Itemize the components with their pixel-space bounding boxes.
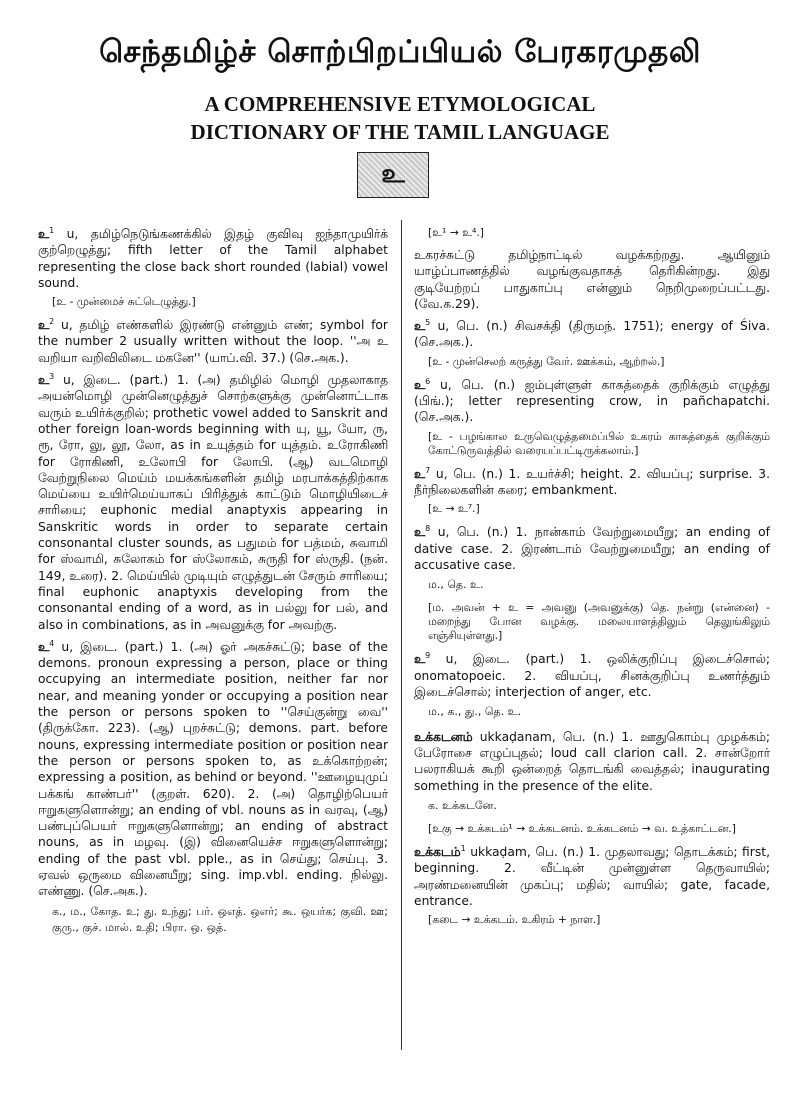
entry-u4 <box>38 639 388 936</box>
definition: ukkaḍam, பெ. (n.) 1. முதலாவது; தொடக்கம்; first, beginning. 2. வீட்டின் முன்னுள்ள தெருவாயில்; அரண்மனையின் முகப்பு; மதில்; வாயில்; gate, facade, entrance. <box>414 845 770 909</box>
headword-number: 7 <box>425 465 431 475</box>
headword: உ <box>414 525 426 540</box>
definition: u, பெ. (n.) 1. உயர்ச்சி; height. 2. வியப்பு; surprise. 3. நீர்நிலைகளின் கரை; embankment. <box>414 466 770 497</box>
definition: u, இடை. (part.) 1. (அ) தமிழில் மொழி முதலாகாத அயன்மொழி முன்னெழுத்துச் சொற்களுக்கு முன்னொட்டாக வரும் உயிர்க்குறில்; prothetic vowel added to Sanskrit and other foreign loan-words beginning with யு, யூ, யோ, ரு, ரூ, ரோ, லு, லூ, லோ, as in உயுத்தம் for யுத்தம். உரோகிணி for ரோகிணி, உலோபி for லோபி. (ஆ) வடமொழி வேற்றுநிலை மெய்ம் மயக்கங்களின் தமிழ் மரபாக்கத்திற்காக மெய்யை உயிர்மெய்யாகப் பிரித்துக் காட்டும் மொழியிடைச் சாரியை; euphonic medial anaptyxis appearing in Sanskritic words in order to separate certain consonantal cluster sounds, as பதுமம் for பத்மம், சுவாமி for ஸ்வாமி, சுலோகம் for ஸ்லோகம், சுருதி for ஸ்ருதி. (நன். 149, உரை). 2. மெய்யில் முடியும் எழுத்துடன் சேரும் சாரியை; final euphonic anaptyxis developing from the consonantal ending of a word, as in பல்லு for பல், and also in combinations, as in அவனுக்கு for அவற்கு. <box>38 373 388 632</box>
entry-u9 <box>414 651 770 720</box>
cognates: க., ம., கோத. உ; து. உந்து; பர். ஒஎத். ஒஎர்; கூ. ஒயர்க; குவி. ஊ; குரு., குச். மால். உதி; பிரா. ஒ. ஒத். <box>52 904 388 934</box>
headword: உ <box>414 652 426 667</box>
definition: u, இடை. (part.) 1. (அ) ஓர் அகச்சுட்டு; base of the demons. pronoun expressing a person, place or thing occupying an intermediate position, neither far nor near, and meaning yonder or occupying a position near the person or persons spoken to ''செய்குன்று வை'' (திருக்கோ. 223). (ஆ) புறச்சுட்டு; demons. part. before nouns, expressing intermediate position or position near the person or persons spoken to, as உக்கொற்றன்; expressing a position, as behind or beyond. ''ஊழையுமுப் பக்கங் காண்பர்'' (குறள். 620). 2. (அ) தொழிற்பெயர் ஈறுகளுளொன்று; an ending of vbl. nouns as in வரவு, (ஆ) பண்புப்பெயர் ஈறுகளுளொன்று; an ending of abstract nouns, as in மழவு. (இ) வினையெச்ச ஈறுகளுளொன்று; ending of the past vbl. pple., as in செய்து; செய்பு. 3. ஏவல் ஒருமை வினையீறு; sing. imp.vbl. ending. நில்லு. எண்ணு. (செ.அக.). <box>38 639 388 899</box>
entry-u2 <box>38 317 388 366</box>
headword-number: 3 <box>49 371 55 381</box>
definition: u, இடை. (part.) 1. ஒலிக்குறிப்பு இடைச்சொல்; onomatopoeic. 2. வியப்பு, சினக்குறிப்பு உணர்த்தும் இடைச்சொல்; interjection of anger, etc. <box>414 652 770 700</box>
entry-u8 <box>414 524 770 643</box>
definition: u, தமிழ் எண்களில் இரண்டு என்னும் எண்; symbol for the number 2 usually written without the loop. ''அ உ வறியா வறிவிலிடை மகனே'' (யாப்.வி. 37.) (செ.அக.). <box>38 318 388 365</box>
etymology-note: [கடை → உக்கடம். உகிரம் + நாள.] <box>428 913 601 927</box>
headword-number: 4 <box>49 638 55 648</box>
entry-ukkadam <box>414 844 770 927</box>
headword: உக்கடம் <box>414 845 461 860</box>
headword: உ <box>38 373 50 388</box>
headword-number: 8 <box>425 524 431 534</box>
definition: உகரச்சுட்டு தமிழ்நாட்டில் வழக்கற்றது. ஆயினும் யாழ்ப்பாணத்தில் வழங்குவதாகத் தெரிகின்றது. இது குடியேற்றப் பாதுகாப்பு என்னும் நெறிமுறைப்பட்டது. (வே.க.29). <box>414 248 770 311</box>
cognates: ம., க., து., தெ. உ. <box>428 705 522 719</box>
headword: உ <box>38 227 50 241</box>
entry-u5 <box>414 318 770 369</box>
headword-number: 6 <box>425 376 431 386</box>
entry-u3 <box>38 372 388 633</box>
entry-u4-continued <box>414 247 770 312</box>
english-title-line-2: DICTIONARY OF THE TAMIL LANGUAGE <box>190 120 610 144</box>
etymology-note: [உ → உ⁷.] <box>428 502 480 516</box>
definition: ukkaḍanam, பெ. (n.) 1. ஊதுகொம்பு முழக்கம்; பேரோசை எழுப்புதல்; loud call clarion call. 2. சான்றோர் பலராகியக் கூறி ஒன்றைத் தொடங்கி வைத்தல்; inaugurating something in the presence of the elite. <box>414 729 770 793</box>
headword: உ <box>38 639 50 654</box>
headword: உக்கடனம் <box>414 729 473 744</box>
definition: u, பெ. (n.) சிவசக்தி (திருமந். 1751); energy of Śiva. (செ.அக.). <box>414 319 770 350</box>
left-column <box>38 226 388 944</box>
etymology-note: [உ - பழங்கால உருவெழுத்தமைப்பில் உகரம் காகத்தைக் குறிக்கும் கோட்டுருவத்தில் வரையப்பட்டிருக்கலாம்.] <box>428 429 770 457</box>
headword-number: 2 <box>49 317 55 327</box>
right-column <box>414 226 770 935</box>
etymology-note: [ம. அவன் + உ = அவனு (அவனுக்கு) தெ. நன்று (என்னை) - மறைந்து போன வழக்கு. மலையாளத்திலும் தெலுங்கிலும் எஞ்சியுள்ளது.] <box>428 601 770 643</box>
entry-u6 <box>414 377 770 458</box>
etymology-note: [உ¹ → உ⁴.] <box>428 226 485 239</box>
cognates: க. உக்கடனே. <box>428 798 497 812</box>
headword: உ <box>414 377 426 392</box>
headword-number: 1 <box>49 225 55 235</box>
headword: உ <box>414 319 426 334</box>
definition: u, தமிழ்நெடுங்கணக்கில் இதழ் குவிவு ஐந்தாமுயிர்க் குற்றெழுத்து; fifth letter of the Tamil alphabet representing the close back short rounded (labial) vowel sound. <box>38 227 388 290</box>
definition: u, பெ. (n.) 1. நான்காம் வேற்றுமையீறு; an ending of dative case. 2. இரண்டாம் வேற்றுமையீறு; an ending of accusative case. <box>414 525 770 572</box>
headword: உ <box>414 466 426 481</box>
headword-number: 5 <box>425 318 431 328</box>
english-title-line-1: A COMPREHENSIVE ETYMOLOGICAL <box>204 92 596 116</box>
section-letter-box <box>357 152 429 198</box>
entry-u1 <box>38 226 388 309</box>
entry-ukkadanam <box>414 729 770 836</box>
entry-u7 <box>414 466 770 517</box>
etymology-note: [உகு → உக்கடம்¹ → உக்கடனம். உக்கடனம் → வ. உத்காட்டன.] <box>428 822 736 836</box>
etymology-note: [உ - முன்மைச் சுட்டெழுத்து.] <box>52 295 196 309</box>
section-letter: உ <box>381 158 405 189</box>
etymology-note: [உ - முன்செலற் கருத்து வேர். ஊக்கம், ஆற்றல்.] <box>428 354 665 368</box>
cognates: ம., தெ. உ. <box>428 578 484 592</box>
headword-number: 1 <box>460 844 466 854</box>
headword: உ <box>38 318 50 333</box>
tamil-title: செந்தமிழ்ச் சொற்பிறப்பியல் பேரகரமுதலி <box>99 34 701 70</box>
column-divider <box>401 220 402 1050</box>
headword-number: 9 <box>425 651 431 661</box>
definition: u, பெ. (n.) ஐம்புள்ளுள் காகத்தைக் குறிக்கும் எழுத்து (பிங்.); letter representing crow, in pañchapatchi. (செ.அக.). <box>414 377 770 425</box>
